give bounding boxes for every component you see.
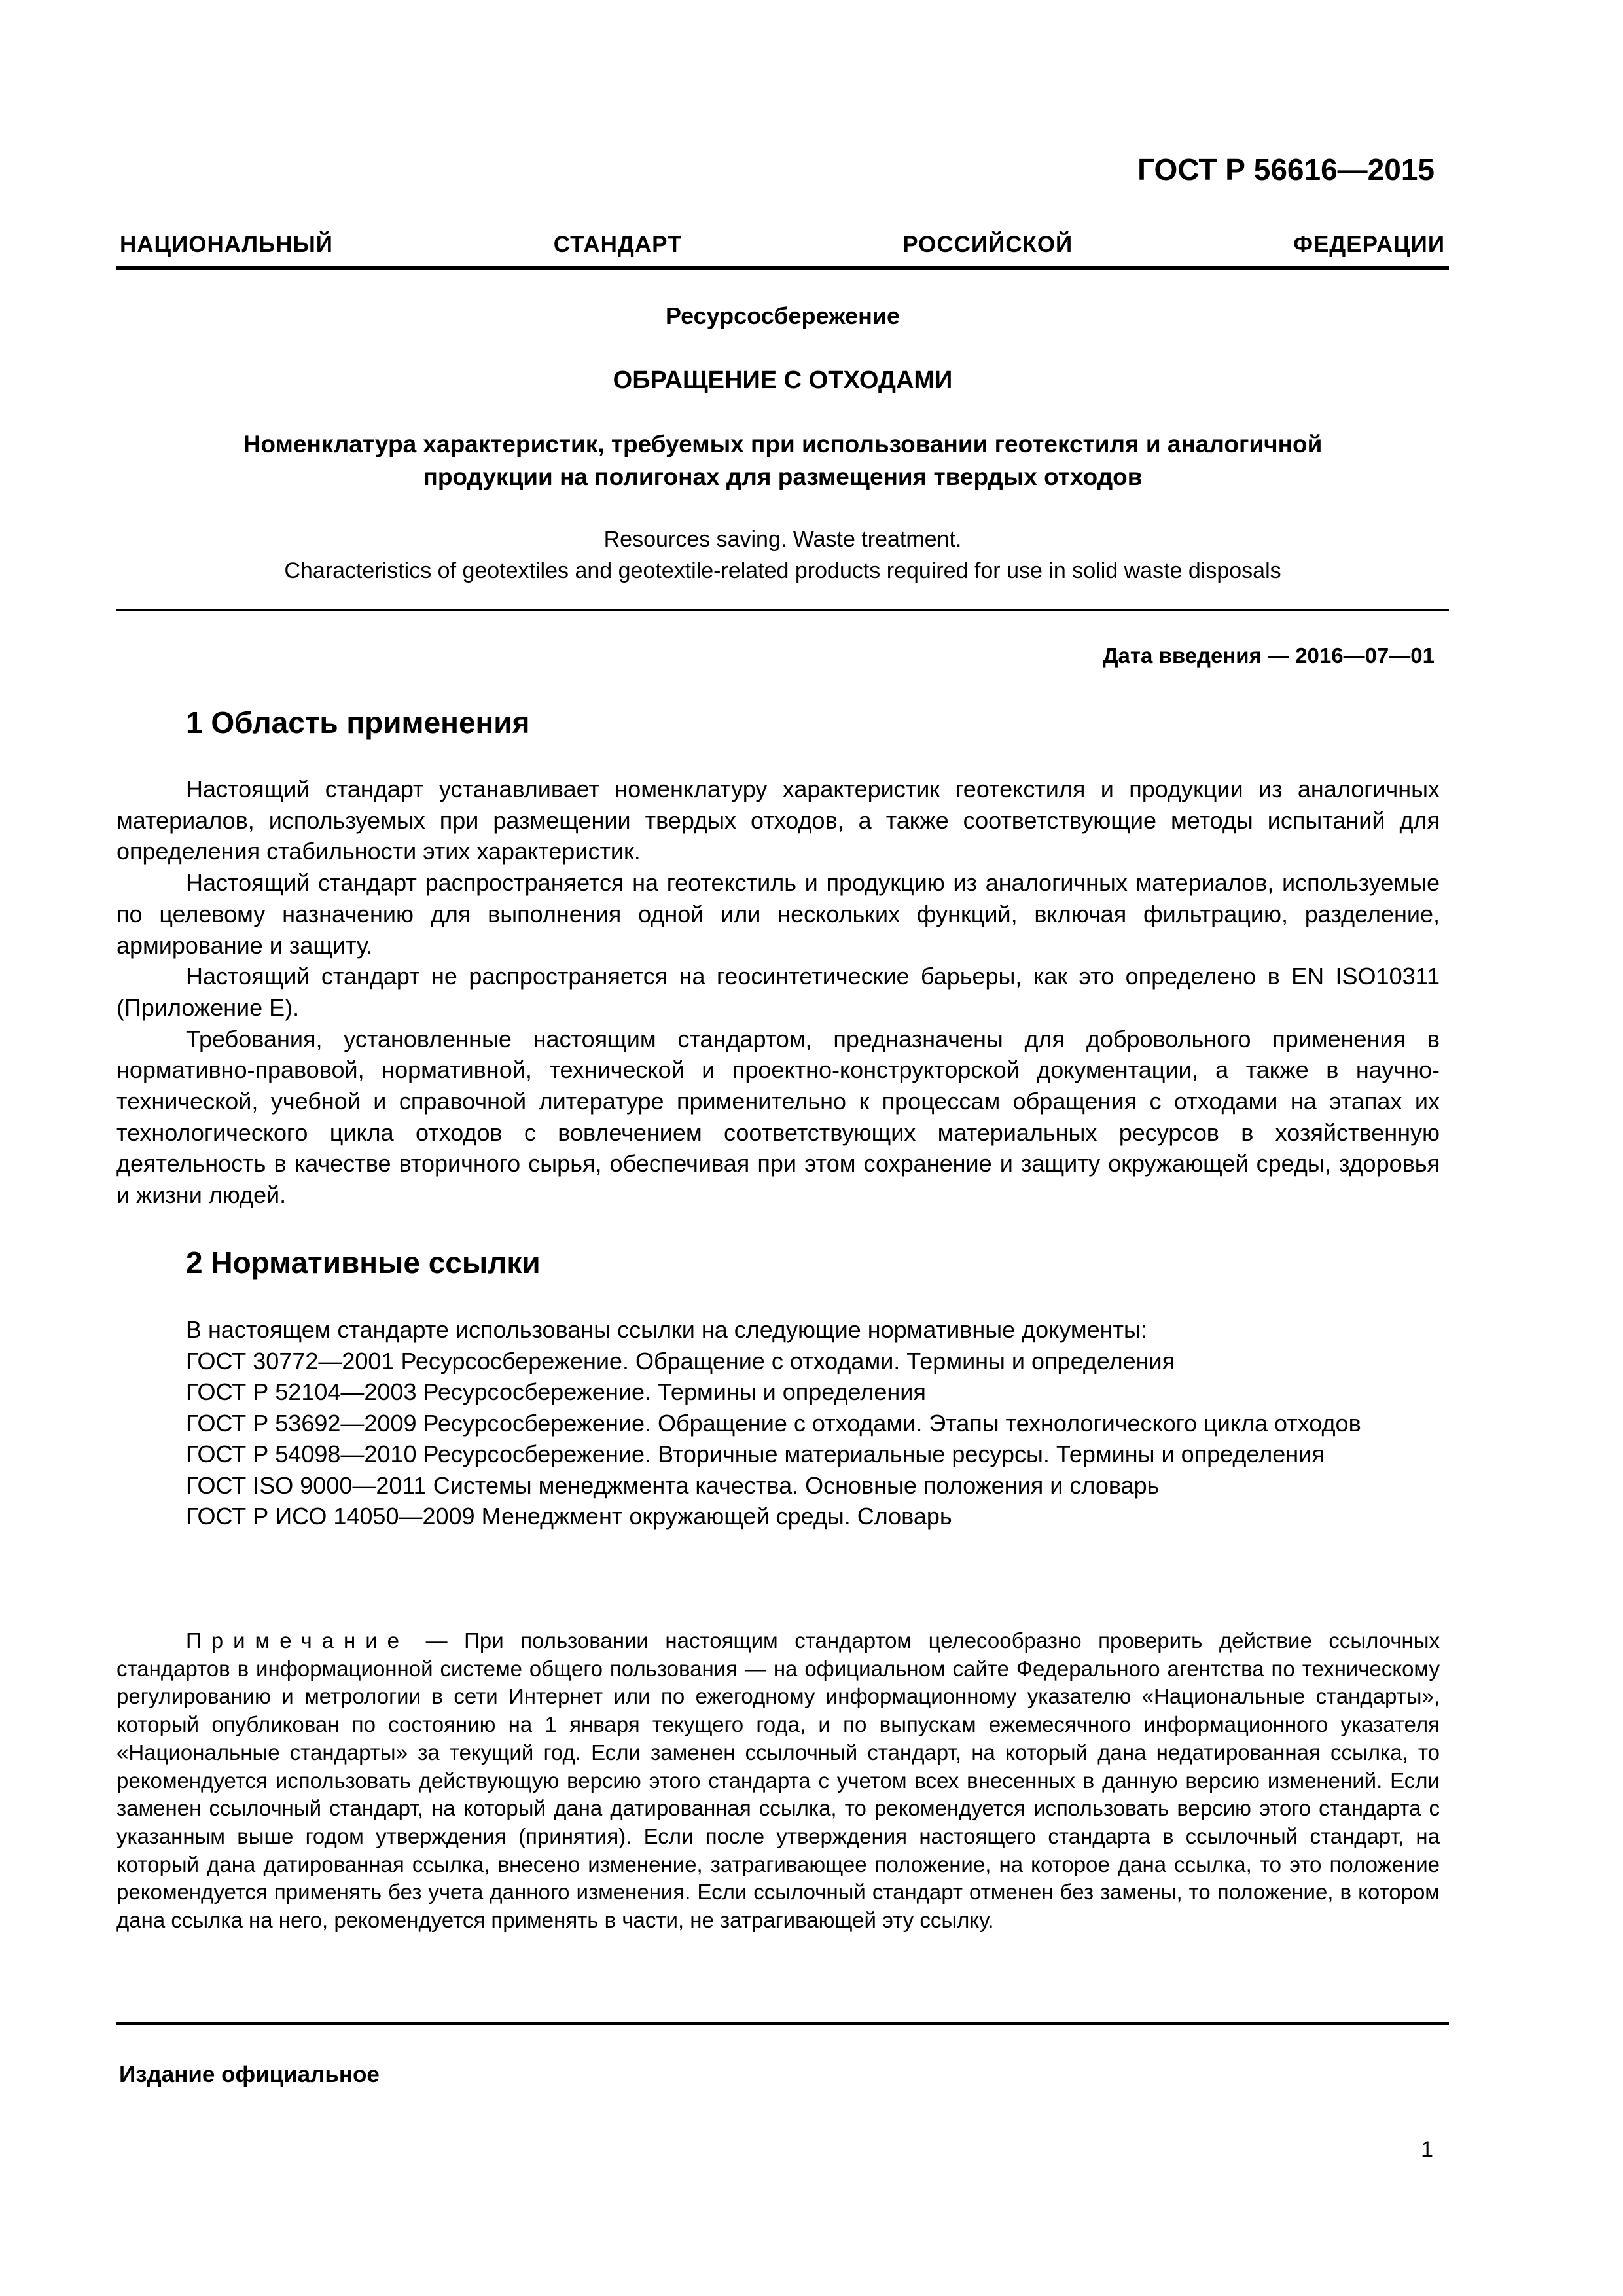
note-block bbox=[116, 1627, 1440, 1935]
note-text: — При пользовании настоящим стандартом целесообразно проверить действие ссылочных стандартов в информационной системе общего пользования — на официальном сайте Федерального агентства по техническому регулированию и метрологии в сети Интернет или по ежегодному информационному указателю «Национальные стандарты», который опубликован по состоянию на 1 января текущего года, и по выпускам ежемесячного информационного указателя «Национальные стандарты» за текущий год. Если заменен ссылочный стандарт, на который дана недатированная ссылка, то рекомендуется использовать действующую версию этого стандарта с учетом всех внесенных в данную версию изменений. Если заменен ссылочный стандарт, на который дана датированная ссылка, то рекомендуется использовать версию этого стандарта с указанным выше годом утверждения (принятия). Если после утверждения настоящего стандарта в ссылочный стандарт, на который дана датированная ссылка, внесено изменение, затрагивающее положение, на которое дана ссылка, то это положение рекомендуется применять без учета данного изменения. Если ссылочный стандарт отменен без замены, то положение, в котором дана ссылка на него, рекомендуется применять в части, не затрагивающей эту ссылку. bbox=[116, 1628, 1440, 1933]
paragraph: Настоящий стандарт устанавливает номенклатуру характеристик геотекстиля и продукции из аналогичных материалов, используемых при размещении твердых отходов, а также соответствующие методы испытаний для определения стабильности этих характеристик. bbox=[116, 776, 1440, 865]
reference-item: ГОСТ Р 52104—2003 Ресурсосбережение. Термины и определения bbox=[186, 1378, 926, 1405]
paragraph: Настоящий стандарт не распространяется на геосинтетические барьеры, как это определено в EN ISO10311 (Приложение Е). bbox=[116, 963, 1440, 1021]
section-heading-scope: 1 Область применения bbox=[186, 706, 530, 740]
title-rule bbox=[116, 609, 1449, 611]
reference-item: ГОСТ Р 54098—2010 Ресурсосбережение. Вторичные материальные ресурсы. Термины и определения bbox=[186, 1441, 1325, 1467]
page-number: 1 bbox=[1421, 2137, 1433, 2162]
paragraph: Требования, установленные настоящим стандартом, предназначены для добровольного применения в нормативно-правовой, нормативной, технической и проектно-конструкторской документации, а также в научно-технической, учебной и справочной литературе применительно к процессам обращения с отходами на этапах их технологического цикла отходов с вовлечением соответствующих материальных ресурсов в хозяйственную деятельность в качестве вторичного сырья, обеспечивая при этом сохранение и защиту окружающей среды, здоровья и жизни людей. bbox=[116, 1025, 1440, 1209]
title-english bbox=[116, 524, 1449, 586]
title-english-line: Characteristics of geotextiles and geotextile-related products required for use in solid waste disposals bbox=[284, 558, 1281, 583]
footer-rule bbox=[116, 2022, 1449, 2025]
title-english-line: Resources saving. Waste treatment. bbox=[603, 527, 962, 552]
section-heading-references: 2 Нормативные ссылки bbox=[186, 1246, 541, 1280]
reference-item: ГОСТ 30772—2001 Ресурсосбережение. Обращение с отходами. Термины и определения bbox=[186, 1347, 1175, 1374]
reference-item: ГОСТ Р ИСО 14050—2009 Менеджмент окружающей среды. Словарь bbox=[186, 1503, 952, 1530]
reference-item: ГОСТ ISO 9000—2011 Системы менеджмента качества. Основные положения и словарь bbox=[186, 1471, 1160, 1499]
header-rule bbox=[116, 266, 1449, 270]
title-subtitle-line: Номенклатура характеристик, требуемых при использовании геотекстиля и аналогичной bbox=[243, 431, 1323, 457]
gost-number: ГОСТ Р 56616—2015 bbox=[1137, 152, 1435, 187]
title-main: ОБРАЩЕНИЕ С ОТХОДАМИ bbox=[613, 367, 953, 394]
title-subtitle bbox=[116, 428, 1449, 493]
reference-item: ГОСТ Р 53692—2009 Ресурсосбережение. Обращение с отходами. Этапы технологического цикла отходов bbox=[186, 1409, 1361, 1437]
section-scope-body bbox=[116, 774, 1440, 1211]
paragraph: Настоящий стандарт распространяется на геотекстиль и продукцию из аналогичных материалов, используемые по целевому назначению для выполнения одной или нескольких функций, включая фильтрацию, разделение, армирование и защиту. bbox=[116, 869, 1440, 959]
title-subtitle-line: продукции на полигонах для размещения твердых отходов bbox=[423, 463, 1143, 490]
national-standard-banner: НАЦИОНАЛЬНЫЙ СТАНДАРТ РОССИЙСКОЙ ФЕДЕРАЦИИ bbox=[120, 232, 1445, 257]
normative-references-list bbox=[116, 1314, 1440, 1532]
title-series: Ресурсосбережение bbox=[665, 302, 901, 329]
note-label: Примечание bbox=[186, 1628, 410, 1653]
references-intro: В настоящем стандарте использованы ссылки на следующие нормативные документы: bbox=[186, 1316, 1147, 1343]
official-edition-label: Издание официальное bbox=[119, 2062, 380, 2087]
introduction-date: Дата введения — 2016—07—01 bbox=[1103, 643, 1435, 668]
